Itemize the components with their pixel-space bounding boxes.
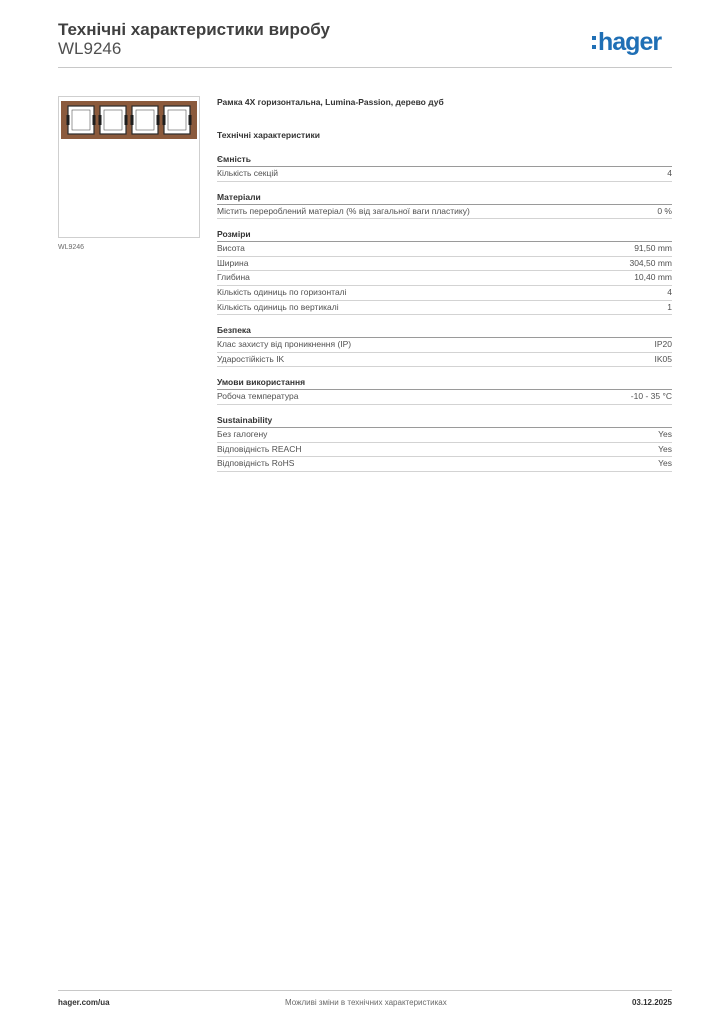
spec-label: Робоча температура (217, 391, 299, 402)
specs-heading: Технічні характеристики (217, 130, 320, 140)
spec-label: Без галогену (217, 428, 268, 439)
spec-section (217, 376, 672, 405)
spec-value: 91,50 mm (634, 243, 672, 254)
section-title: Розміри (217, 228, 672, 242)
section-title: Безпека (217, 324, 672, 338)
spec-value: IP20 (654, 339, 672, 350)
spec-value: 304,50 mm (629, 257, 672, 268)
spec-value: 1 (667, 301, 672, 312)
spec-value: 4 (667, 168, 672, 178)
spec-value: Yes (658, 458, 672, 469)
spec-label: Відповідність REACH (217, 443, 302, 454)
spec-row (217, 390, 672, 405)
spec-row (217, 428, 672, 443)
footer-date: 03.12.2025 (631, 998, 672, 1007)
right-clip (125, 115, 128, 125)
spec-section (217, 414, 672, 472)
spec-section (217, 153, 672, 182)
spec-label: Ударостійкість IK (217, 353, 285, 364)
spec-label: Висота (217, 243, 245, 254)
spec-value: 10,40 mm (634, 272, 672, 283)
product-name: Рамка 4X горизонтальна, Lumina-Passion, дерево дуб (217, 97, 444, 107)
spec-label: Глибина (217, 272, 250, 283)
spec-row (217, 301, 672, 316)
spec-sections (217, 153, 672, 472)
document-title: Технічні характеристики виробу (58, 20, 330, 39)
spec-label: Ширина (217, 257, 249, 268)
spec-label: Кількість одиниць по вертикалі (217, 301, 339, 312)
right-clip (157, 115, 160, 125)
left-clip (131, 115, 134, 125)
spec-row (217, 286, 672, 301)
footer-website[interactable]: hager.com/ua (58, 998, 110, 1007)
spec-row (217, 257, 672, 272)
hager-logo (592, 28, 661, 56)
spec-section (217, 228, 672, 315)
image-caption: WL9246 (58, 244, 85, 251)
spec-section (217, 324, 672, 367)
spec-label: Кількість секцій (217, 168, 278, 178)
product-code: WL9246 (58, 39, 122, 58)
spec-label: Кількість одиниць по горизонталі (217, 286, 347, 297)
header-divider (58, 67, 672, 68)
logo-colon-mark (592, 36, 596, 49)
left-clip (99, 115, 102, 125)
spec-row (217, 443, 672, 458)
product-image (58, 96, 200, 238)
spec-value: -10 - 35 °C (630, 391, 672, 402)
right-clip (189, 115, 192, 125)
left-clip (67, 115, 70, 125)
spec-row (217, 353, 672, 368)
spec-value: IK05 (654, 353, 672, 364)
right-clip (93, 115, 96, 125)
spec-value: Yes (658, 443, 672, 454)
spec-row (217, 242, 672, 257)
section-title: Ємність (217, 153, 672, 167)
spec-row (217, 167, 672, 182)
section-title: Матеріали (217, 191, 672, 205)
spec-row (217, 457, 672, 472)
spec-section (217, 191, 672, 220)
footer-divider (58, 990, 672, 991)
spec-label: Клас захисту від проникнення (IP) (217, 339, 352, 350)
frame-illustration (59, 97, 199, 237)
spec-content (217, 96, 672, 481)
spec-row (217, 205, 672, 220)
logo-text: hager (598, 28, 662, 56)
spec-value: Yes (658, 428, 672, 439)
spec-value: 0 % (657, 205, 672, 216)
section-title: Умови використання (217, 376, 672, 390)
section-title: Sustainability (217, 414, 672, 428)
spec-row (217, 271, 672, 286)
spec-label: Містить перероблений матеріал (% від загальної ваги пластику) (217, 205, 470, 216)
spec-label: Відповідність RoHS (217, 458, 295, 469)
footer-notice: Можливі зміни в технічних характеристиках (285, 998, 447, 1007)
spec-row (217, 338, 672, 353)
left-clip (163, 115, 166, 125)
spec-value: 4 (667, 286, 672, 297)
